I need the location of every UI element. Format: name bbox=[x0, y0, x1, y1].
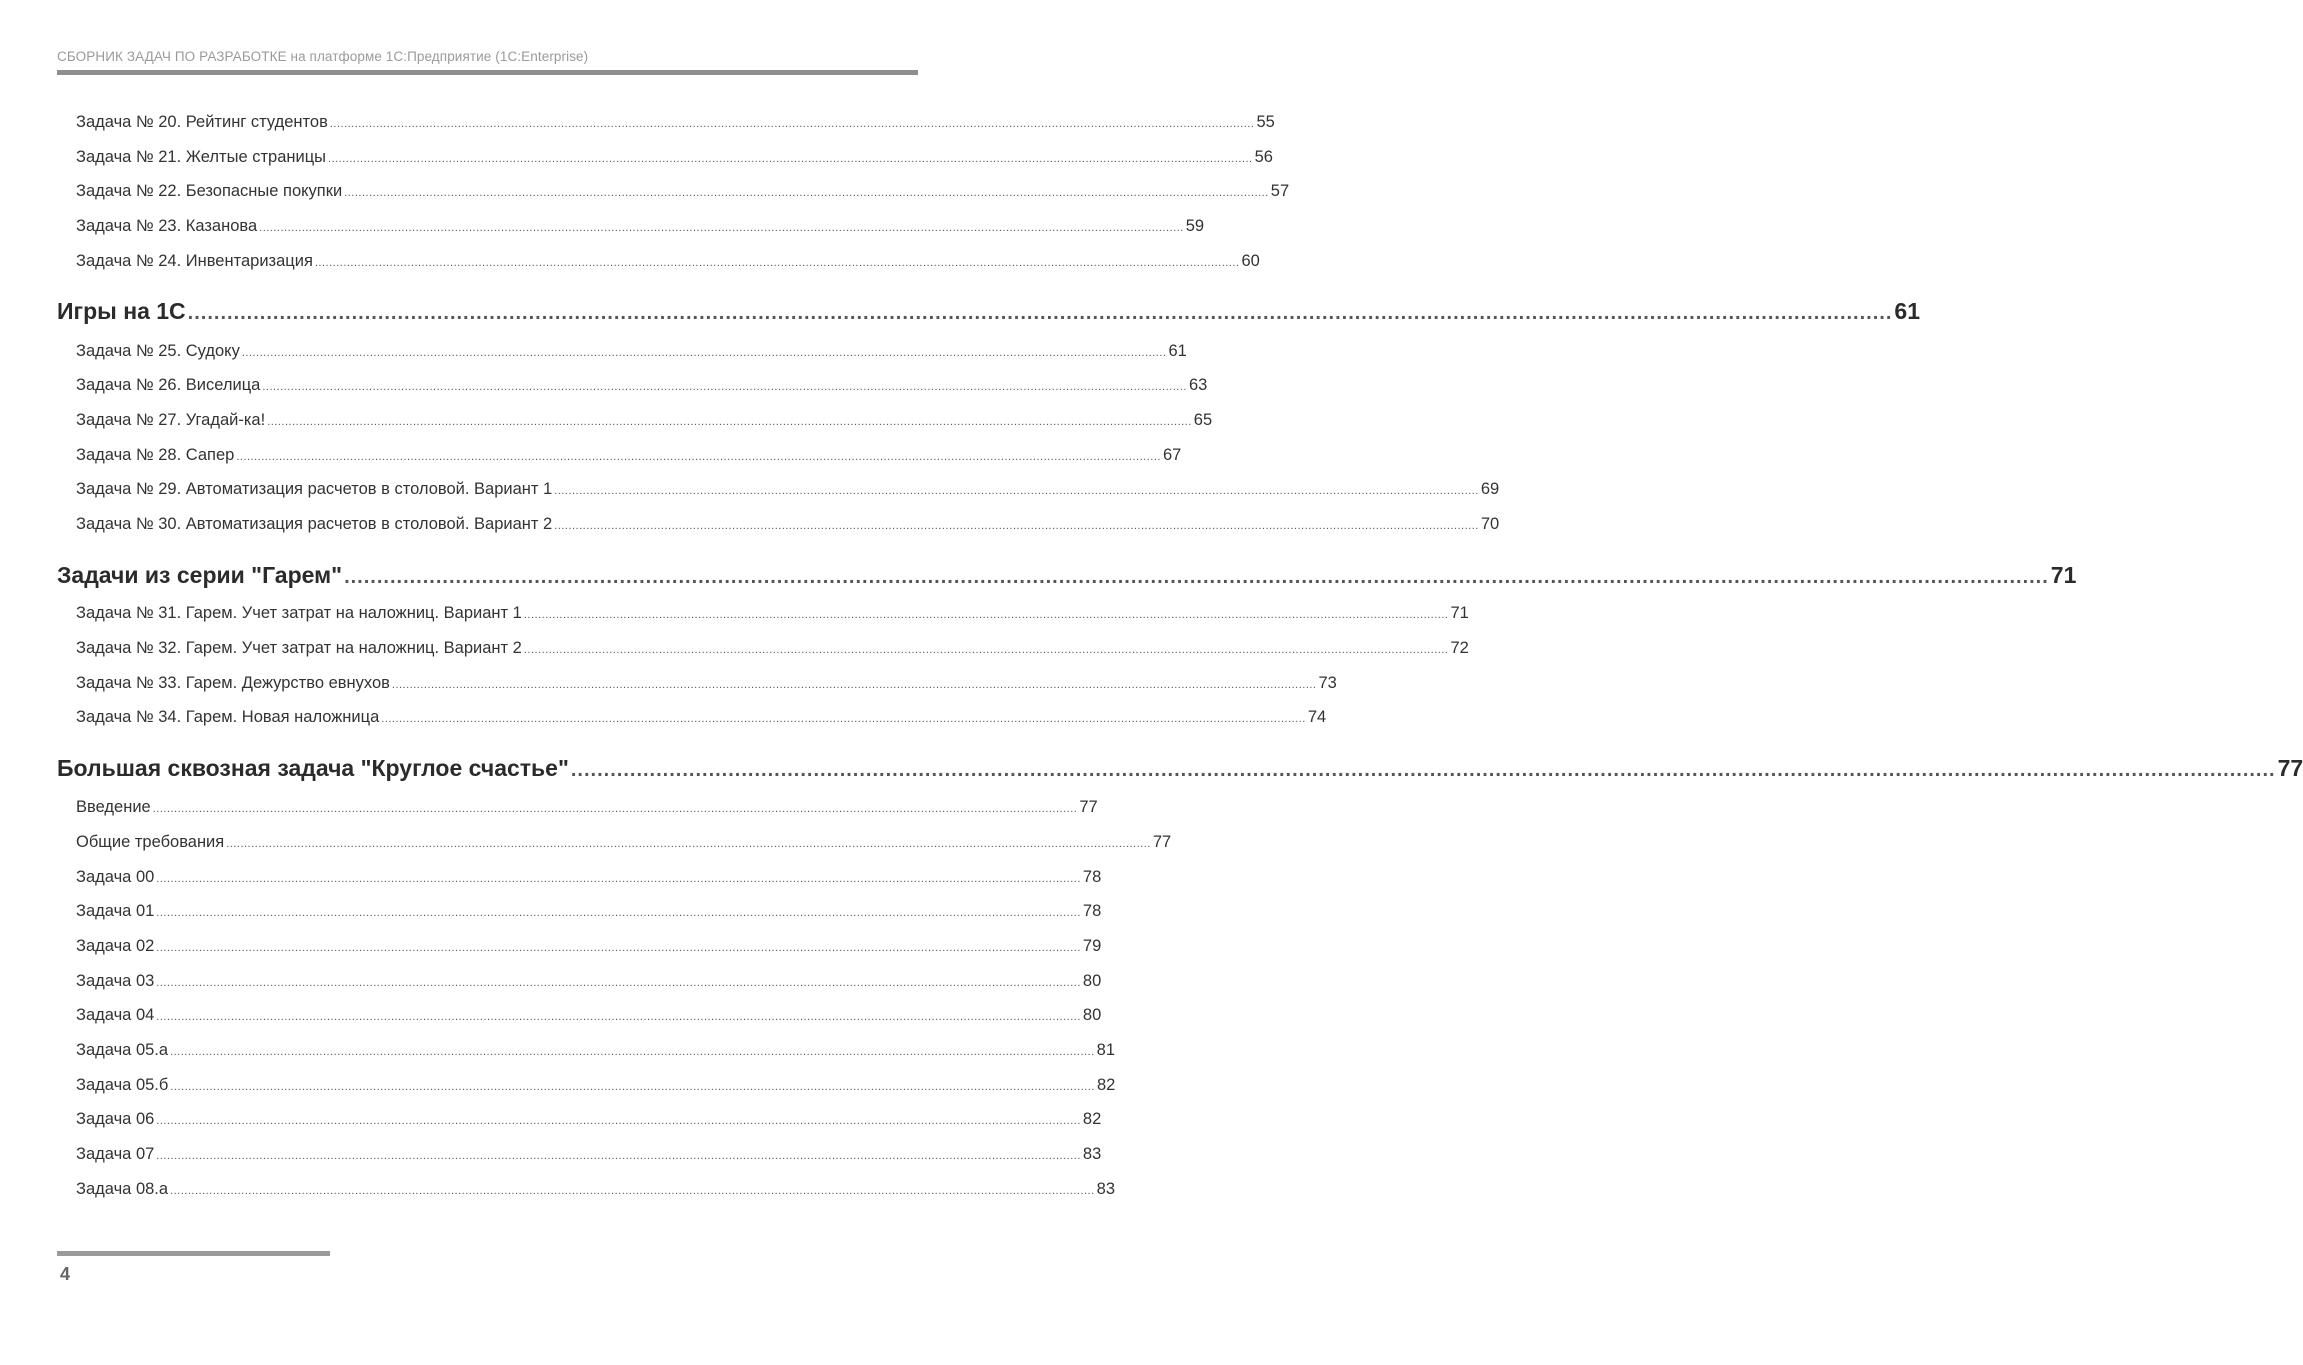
dot-leader: .................................................................................................................................................................................................................................................................... bbox=[570, 759, 2276, 781]
dot-leader: .................................................................................................................................................................................................................................................................... bbox=[156, 907, 1081, 919]
toc-entry-page: 78 bbox=[1082, 868, 1102, 886]
toc-entry-page: 57 bbox=[1270, 182, 1290, 200]
dot-leader: .................................................................................................................................................................................................................................................................... bbox=[381, 713, 1306, 725]
dot-leader: .................................................................................................................................................................................................................................................................... bbox=[187, 302, 1893, 324]
toc-entry-label: Задача № 21. Желтые страницы bbox=[76, 148, 327, 166]
dot-leader: .................................................................................................................................................................................................................................................................... bbox=[267, 416, 1192, 428]
toc-section-heading[interactable] bbox=[57, 755, 2303, 782]
dot-leader: .................................................................................................................................................................................................................................................................... bbox=[523, 644, 1449, 656]
toc-entry-page: 63 bbox=[1188, 376, 1208, 394]
toc-entry-label: Задача № 29. Автоматизация расчетов в столовой. Вариант 1 bbox=[76, 480, 553, 498]
dot-leader: .................................................................................................................................................................................................................................................................... bbox=[329, 118, 1255, 130]
toc-entry[interactable] bbox=[76, 604, 1469, 623]
toc-entry-page: 77 bbox=[1079, 798, 1098, 816]
toc-entry-page: 60 bbox=[1241, 252, 1260, 270]
dot-leader: .................................................................................................................................................................................................................................................................... bbox=[314, 257, 1240, 269]
dot-leader: .................................................................................................................................................................................................................................................................... bbox=[523, 609, 1449, 621]
toc-section-page: 77 bbox=[2277, 755, 2303, 781]
toc-entry-label: Задача № 20. Рейтинг студентов bbox=[76, 113, 328, 131]
toc-entry-label: Задача 06 bbox=[76, 1110, 155, 1128]
toc-section-page: 61 bbox=[1894, 298, 1920, 324]
toc-entry-label: Задача 08.а bbox=[76, 1180, 169, 1198]
toc-entry-page: 83 bbox=[1082, 1145, 1102, 1163]
toc-entry-page: 74 bbox=[1307, 708, 1327, 726]
toc-entry-page: 80 bbox=[1082, 972, 1102, 990]
toc-entry-label: Задача № 25. Судоку bbox=[76, 342, 240, 360]
toc-entry-page: 81 bbox=[1096, 1041, 1116, 1059]
toc-entry-label: Задача № 30. Автоматизация расчетов в столовой. Вариант 2 bbox=[76, 515, 553, 533]
dot-leader: .................................................................................................................................................................................................................................................................... bbox=[391, 679, 1317, 691]
dot-leader: .................................................................................................................................................................................................................................................................... bbox=[259, 222, 1184, 234]
toc-entry[interactable] bbox=[76, 217, 1205, 236]
toc-entry[interactable] bbox=[76, 708, 1327, 727]
toc-entry-label: Задача № 34. Гарем. Новая наложница bbox=[76, 708, 380, 726]
toc-entry-label: Задача 04 bbox=[76, 1006, 155, 1024]
dot-leader: .................................................................................................................................................................................................................................................................... bbox=[156, 873, 1081, 885]
toc-section-label: Большая сквозная задача "Круглое счастье" bbox=[57, 755, 569, 781]
toc-entry[interactable] bbox=[76, 1110, 1102, 1129]
dot-leader: .................................................................................................................................................................................................................................................................... bbox=[170, 1185, 1095, 1197]
dot-leader: .................................................................................................................................................................................................................................................................... bbox=[156, 977, 1081, 989]
toc-entry-page: 79 bbox=[1082, 937, 1102, 955]
toc-entry[interactable] bbox=[76, 1180, 1116, 1199]
toc-entry-page: 55 bbox=[1256, 113, 1275, 131]
toc-entry[interactable] bbox=[76, 833, 1172, 852]
toc-entry[interactable] bbox=[76, 972, 1102, 991]
toc-entry[interactable] bbox=[76, 411, 1213, 430]
dot-leader: .................................................................................................................................................................................................................................................................... bbox=[344, 566, 2049, 588]
toc-entry[interactable] bbox=[76, 113, 1275, 132]
toc-entry-label: Задача 02 bbox=[76, 937, 155, 955]
toc-entry-page: 71 bbox=[1450, 604, 1469, 622]
running-header: СБОРНИК ЗАДАЧ ПО РАЗРАБОТКЕ на платформе 1С:Предприятие (1С:Enterprise) bbox=[57, 49, 589, 64]
toc-entry-label: Задача 05.б bbox=[76, 1076, 169, 1094]
dot-leader: .................................................................................................................................................................................................................................................................... bbox=[241, 347, 1167, 359]
toc-entry[interactable] bbox=[76, 937, 1102, 956]
dot-leader: .................................................................................................................................................................................................................................................................... bbox=[156, 1150, 1081, 1162]
header-rule bbox=[57, 70, 918, 75]
toc-entry-page: 61 bbox=[1168, 342, 1187, 360]
toc-entry-page: 77 bbox=[1152, 833, 1172, 851]
toc-entry-label: Задача № 23. Казанова bbox=[76, 217, 258, 235]
dot-leader: .................................................................................................................................................................................................................................................................... bbox=[170, 1081, 1095, 1093]
toc-entry-label: Задача № 33. Гарем. Дежурство евнухов bbox=[76, 674, 390, 692]
toc-entry[interactable] bbox=[76, 376, 1208, 395]
toc-entry[interactable] bbox=[76, 1041, 1116, 1060]
toc-entry[interactable] bbox=[76, 252, 1260, 271]
toc-section-heading[interactable] bbox=[57, 298, 1920, 325]
toc-entry-label: Задача № 27. Угадай-ка! bbox=[76, 411, 266, 429]
dot-leader: .................................................................................................................................................................................................................................................................... bbox=[236, 451, 1161, 463]
toc-section-label: Игры на 1С bbox=[57, 298, 186, 324]
toc-section-page: 71 bbox=[2050, 562, 2077, 588]
toc-entry-label: Задача № 22. Безопасные покупки bbox=[76, 182, 343, 200]
toc-entry[interactable] bbox=[76, 798, 1098, 817]
toc-entry-page: 67 bbox=[1162, 446, 1182, 464]
toc-entry-page: 73 bbox=[1318, 674, 1337, 692]
dot-leader: .................................................................................................................................................................................................................................................................... bbox=[328, 153, 1253, 165]
footer-rule bbox=[57, 1251, 330, 1256]
dot-leader: .................................................................................................................................................................................................................................................................... bbox=[152, 803, 1078, 815]
toc-entry-label: Общие требования bbox=[76, 833, 225, 851]
dot-leader: .................................................................................................................................................................................................................................................................... bbox=[156, 942, 1081, 954]
toc-entry-page: 65 bbox=[1193, 411, 1213, 429]
toc-entry[interactable] bbox=[76, 1006, 1102, 1025]
toc-entry[interactable] bbox=[76, 902, 1102, 921]
toc-entry-page: 82 bbox=[1096, 1076, 1116, 1094]
toc-entry[interactable] bbox=[76, 639, 1469, 658]
dot-leader: .................................................................................................................................................................................................................................................................... bbox=[554, 520, 1479, 532]
toc-entry-page: 78 bbox=[1082, 902, 1102, 920]
toc-entry-page: 59 bbox=[1185, 217, 1205, 235]
toc-entry-label: Задача 00 bbox=[76, 868, 155, 886]
toc-entry-label: Задача № 26. Виселица bbox=[76, 376, 261, 394]
toc-entry-page: 69 bbox=[1480, 480, 1500, 498]
toc-entry-page: 70 bbox=[1480, 515, 1500, 533]
toc-entry[interactable] bbox=[76, 182, 1290, 201]
dot-leader: .................................................................................................................................................................................................................................................................... bbox=[156, 1115, 1081, 1127]
toc-entry-page: 83 bbox=[1096, 1180, 1116, 1198]
dot-leader: .................................................................................................................................................................................................................................................................... bbox=[262, 381, 1187, 393]
page-number: 4 bbox=[60, 1264, 71, 1284]
toc-entry-label: Задача 05.а bbox=[76, 1041, 169, 1059]
dot-leader: .................................................................................................................................................................................................................................................................... bbox=[554, 485, 1479, 497]
toc-entry[interactable] bbox=[76, 1145, 1102, 1164]
toc-entry-page: 72 bbox=[1450, 639, 1469, 657]
dot-leader: .................................................................................................................................................................................................................................................................... bbox=[170, 1046, 1095, 1058]
toc-entry-label: Задача № 31. Гарем. Учет затрат на наложниц. Вариант 1 bbox=[76, 604, 522, 622]
toc-entry[interactable] bbox=[76, 1076, 1116, 1095]
toc-entry[interactable] bbox=[76, 342, 1187, 361]
toc-entry-page: 82 bbox=[1082, 1110, 1102, 1128]
toc-entry-label: Задача 01 bbox=[76, 902, 155, 920]
dot-leader: .................................................................................................................................................................................................................................................................... bbox=[226, 838, 1151, 850]
toc-entry-label: Задача 03 bbox=[76, 972, 155, 990]
dot-leader: .................................................................................................................................................................................................................................................................... bbox=[156, 1011, 1081, 1023]
toc-entry-label: Задача № 24. Инвентаризация bbox=[76, 252, 313, 270]
dot-leader: .................................................................................................................................................................................................................................................................... bbox=[344, 187, 1269, 199]
toc-entry[interactable] bbox=[76, 480, 1500, 499]
toc-entry-label: Задача № 32. Гарем. Учет затрат на наложниц. Вариант 2 bbox=[76, 639, 522, 657]
toc-entry-label: Задача № 28. Сапер bbox=[76, 446, 235, 464]
toc-entry[interactable] bbox=[76, 868, 1102, 887]
toc-entry[interactable] bbox=[76, 515, 1500, 534]
toc-entry-label: Задача 07 bbox=[76, 1145, 155, 1163]
toc-section-heading[interactable] bbox=[57, 562, 2077, 589]
toc-entry-label: Введение bbox=[76, 798, 151, 816]
toc-entry-page: 56 bbox=[1254, 148, 1273, 166]
toc-entry[interactable] bbox=[76, 148, 1273, 167]
toc-section-label: Задачи из серии "Гарем" bbox=[57, 562, 343, 588]
toc-entry[interactable] bbox=[76, 674, 1337, 693]
toc-entry-page: 80 bbox=[1082, 1006, 1102, 1024]
toc-entry[interactable] bbox=[76, 446, 1182, 465]
